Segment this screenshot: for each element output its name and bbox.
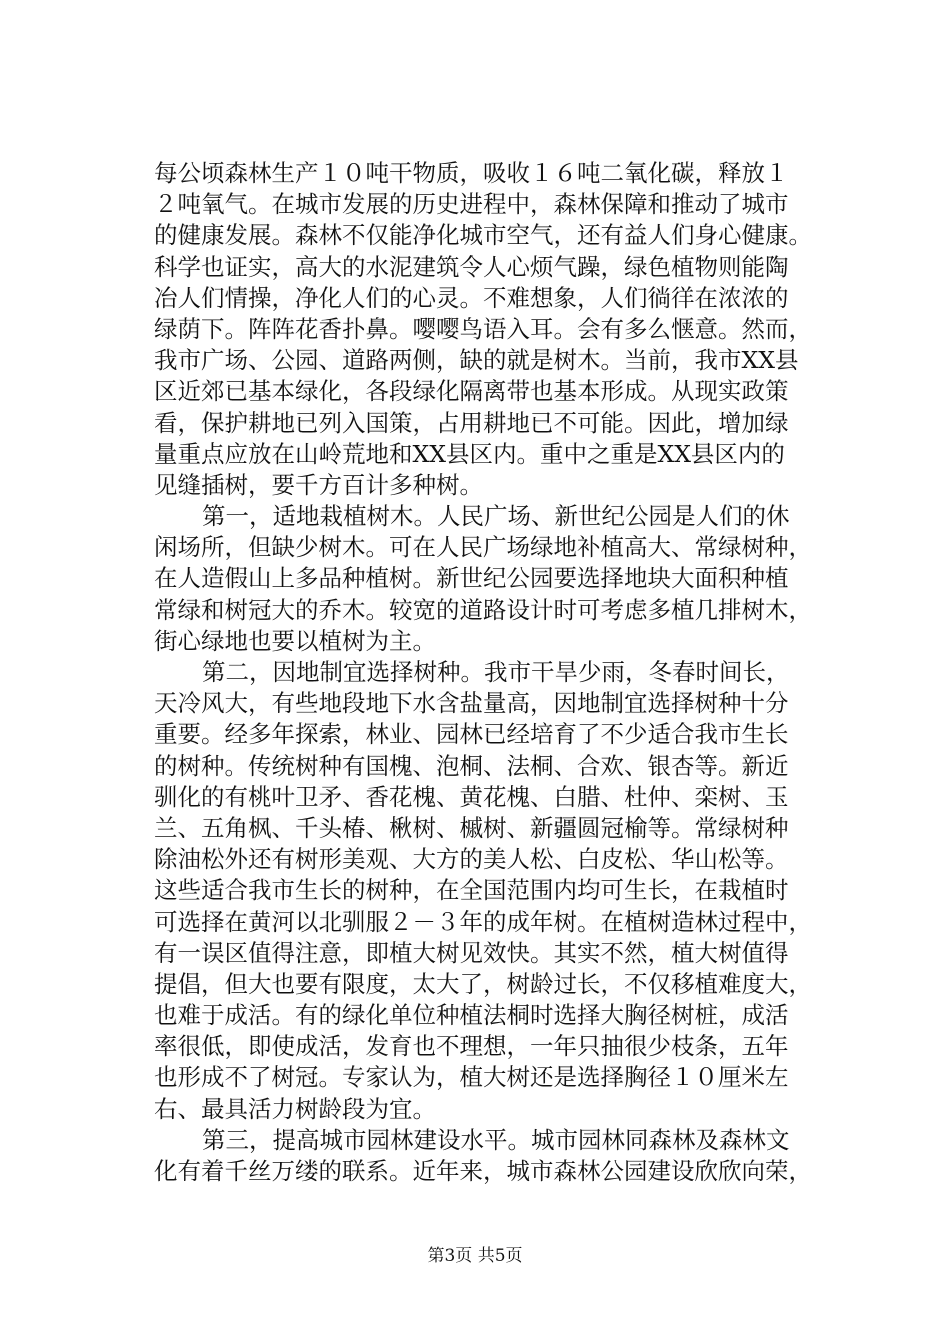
text-line: 区近郊已基本绿化，各段绿化隔离带也基本形成。从现实政策: [154, 377, 789, 406]
page-footer: [0, 1245, 950, 1267]
paragraph-start-line: 第三，提高城市园林建设水平。城市园林同森林及森林文: [202, 1125, 790, 1154]
text-line: 冶人们情操，净化人们的心灵。不难想象，人们徜徉在浓浓的: [154, 283, 789, 312]
text-line: 绿荫下。阵阵花香扑鼻。嘤嘤鸟语入耳。会有多么惬意。然而，: [154, 314, 812, 343]
text-line: 可选择在黄河以北驯服２－３年的成年树。在植树造林过程中，: [154, 907, 812, 936]
text-line: 街心绿地也要以植树为主。: [154, 626, 436, 655]
page-number: 第3页 共5页: [427, 1246, 523, 1266]
text-line: 见缝插树，要千方百计多种树。: [154, 470, 483, 499]
text-line: ２吨氧气。在城市发展的历史进程中，森林保障和推动了城市: [154, 190, 789, 219]
text-line: 闲场所，但缺少树木。可在人民广场绿地补植高大、常绿树种，: [154, 533, 812, 562]
text-line: 重要。经多年探索，林业、园林已经培育了不少适合我市生长: [154, 720, 789, 749]
text-line: 天冷风大，有些地段地下水含盐量高，因地制宜选择树种十分: [154, 689, 789, 718]
text-line: 除油松外还有树形美观、大方的美人松、白皮松、华山松等。: [154, 845, 789, 874]
text-line: 也形成不了树冠。专家认为，植大树还是选择胸径１０厘米左: [154, 1063, 789, 1092]
text-line: 每公顷森林生产１０吨干物质，吸收１６吨二氧化碳，释放１: [154, 159, 789, 187]
text-line: 量重点应放在山岭荒地和XX县区内。重中之重是XX县区内的: [154, 439, 785, 468]
text-line: 科学也证实，高大的水泥建筑令人心烦气躁，绿色植物则能陶: [154, 252, 789, 281]
text-line: 有一误区值得注意，即植大树见效快。其实不然，植大树值得: [154, 938, 789, 967]
text-line: 看，保护耕地已列入国策，占用耕地已不可能。因此，增加绿: [154, 408, 789, 437]
text-line: 率很低，即使成活，发育也不理想，一年只抽很少枝条，五年: [154, 1032, 789, 1061]
text-line: 常绿和树冠大的乔木。较宽的道路设计时可考虑多植几排树木，: [154, 595, 812, 624]
paragraph-start-line: 第一，适地栽植树木。人民广场、新世纪公园是人们的休: [202, 502, 790, 531]
text-line: 这些适合我市生长的树种，在全国范围内均可生长，在栽植时: [154, 876, 789, 905]
text-line: 也难于成活。有的绿化单位种植法桐时选择大胸径树桩，成活: [154, 1001, 789, 1030]
text-line: 的健康发展。森林不仅能净化城市空气，还有益人们身心健康。: [154, 221, 812, 250]
text-line: 的树种。传统树种有国槐、泡桐、法桐、合欢、银杏等。新近: [154, 751, 789, 780]
paragraph-start-line: 第二，因地制宜选择树种。我市干旱少雨，冬春时间长，: [202, 658, 790, 686]
text-line: 右、最具活力树龄段为宜。: [154, 1094, 436, 1123]
text-line: 在人造假山上多品种植树。新世纪公园要选择地块大面积种植: [154, 564, 789, 593]
text-line: 驯化的有桃叶卫矛、香花槐、黄花槐、白腊、杜仲、栾树、玉: [154, 782, 789, 811]
text-line: 提倡，但大也要有限度，太大了，树龄过长，不仅移植难度大，: [154, 969, 812, 998]
text-line: 兰、五角枫、千头椿、楸树、槭树、新疆圆冠榆等。常绿树种: [154, 813, 789, 842]
text-line: 我市广场、公园、道路两侧，缺的就是树木。当前，我市XX县: [154, 346, 799, 375]
body-text: [154, 158, 834, 1187]
text-line: 化有着千丝万缕的联系。近年来，城市森林公园建设欣欣向荣，: [154, 1157, 812, 1185]
